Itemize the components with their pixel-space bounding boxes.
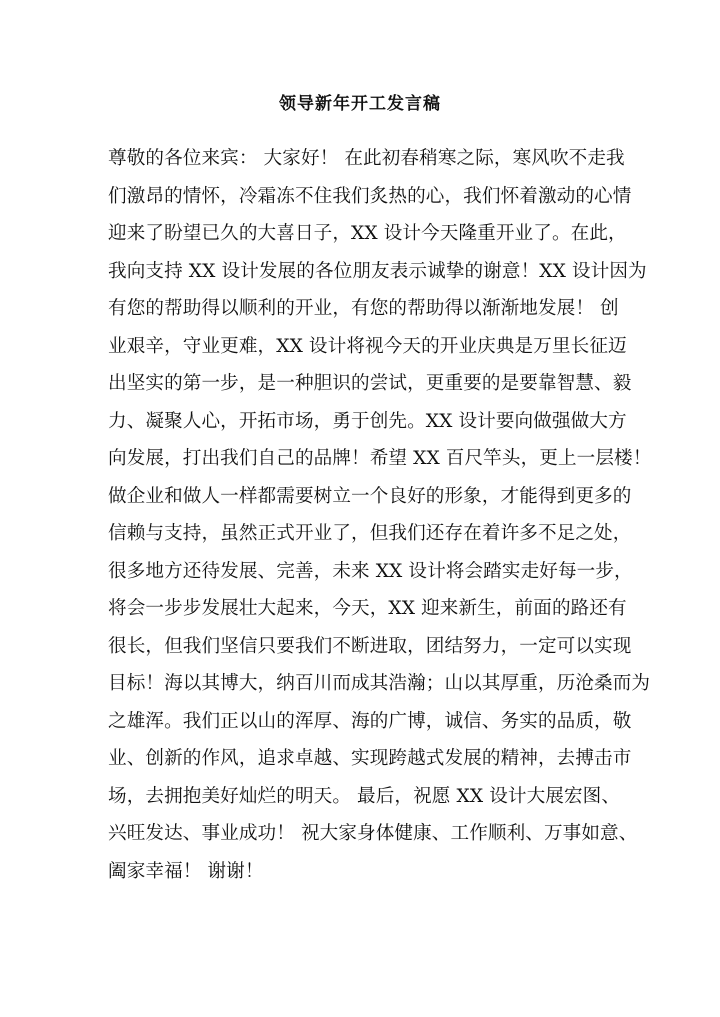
text-line: 信赖与支持，虽然正式开业了，但我们还存在着许多不足之处， [108, 523, 632, 544]
text-line: 尊敬的各位来宾： 大家好！ 在此初春稍寒之际，寒风吹不走我 [108, 148, 625, 169]
text-line: 目标！海以其博大，纳百川而成其浩瀚；山以其厚重，历沧桑而为 [108, 673, 651, 694]
speech-body [108, 140, 652, 890]
document-title: 领导新年开工发言稿 [279, 94, 441, 114]
text-line: 兴旺发达、事业成功！ 祝大家身体健康、工作顺利、万事如意、 [108, 823, 638, 844]
text-line: 业艰辛，守业更难，XX 设计将视今天的开业庆典是万里长征迈 [108, 335, 627, 357]
text-line: 向发展，打出我们自己的品牌！希望 XX 百尺竿头，更上一层楼！ [108, 448, 652, 469]
text-line: 们激昂的情怀，冷霜冻不住我们炙热的心，我们怀着激动的心情 [108, 185, 632, 207]
text-line: 力、凝聚人心，开拓市场，勇于创先。XX 设计要向做强做大方 [108, 410, 627, 432]
text-line: 有您的帮助得以顺利的开业，有您的帮助得以渐渐地发展！ 创 [108, 298, 619, 319]
text-line: 很长，但我们坚信只要我们不断进取，团结努力，一定可以实现 [108, 635, 632, 657]
text-line: 迎来了盼望已久的大喜日子，XX 设计今天隆重开业了。在此， [108, 223, 627, 244]
text-line: 阖家幸福！ 谢谢！ [108, 860, 264, 882]
text-line: 我向支持 XX 设计发展的各位朋友表示诚挚的谢意！XX 设计因为 [108, 260, 647, 282]
text-line: 做企业和做人一样都需要树立一个良好的形象，才能得到更多的 [108, 485, 632, 507]
text-line: 很多地方还待发展、完善，未来 XX 设计将会踏实走好每一步， [108, 560, 633, 582]
text-line: 之雄浑。我们正以山的浑厚、海的广博，诚信、务实的品质，敬 [108, 710, 632, 732]
text-line: 将会一步步发展壮大起来，今天，XX 迎来新生，前面的路还有 [108, 598, 627, 619]
text-line: 出坚实的第一步，是一种胆识的尝试，更重要的是要靠智慧、毅 [108, 373, 632, 394]
text-line: 业、创新的作风，追求卓越、实现跨越式发展的精神，去搏击市 [108, 748, 632, 769]
text-line: 场，去拥抱美好灿烂的明天。 最后，祝愿 XX 设计大展宏图、 [108, 785, 621, 807]
